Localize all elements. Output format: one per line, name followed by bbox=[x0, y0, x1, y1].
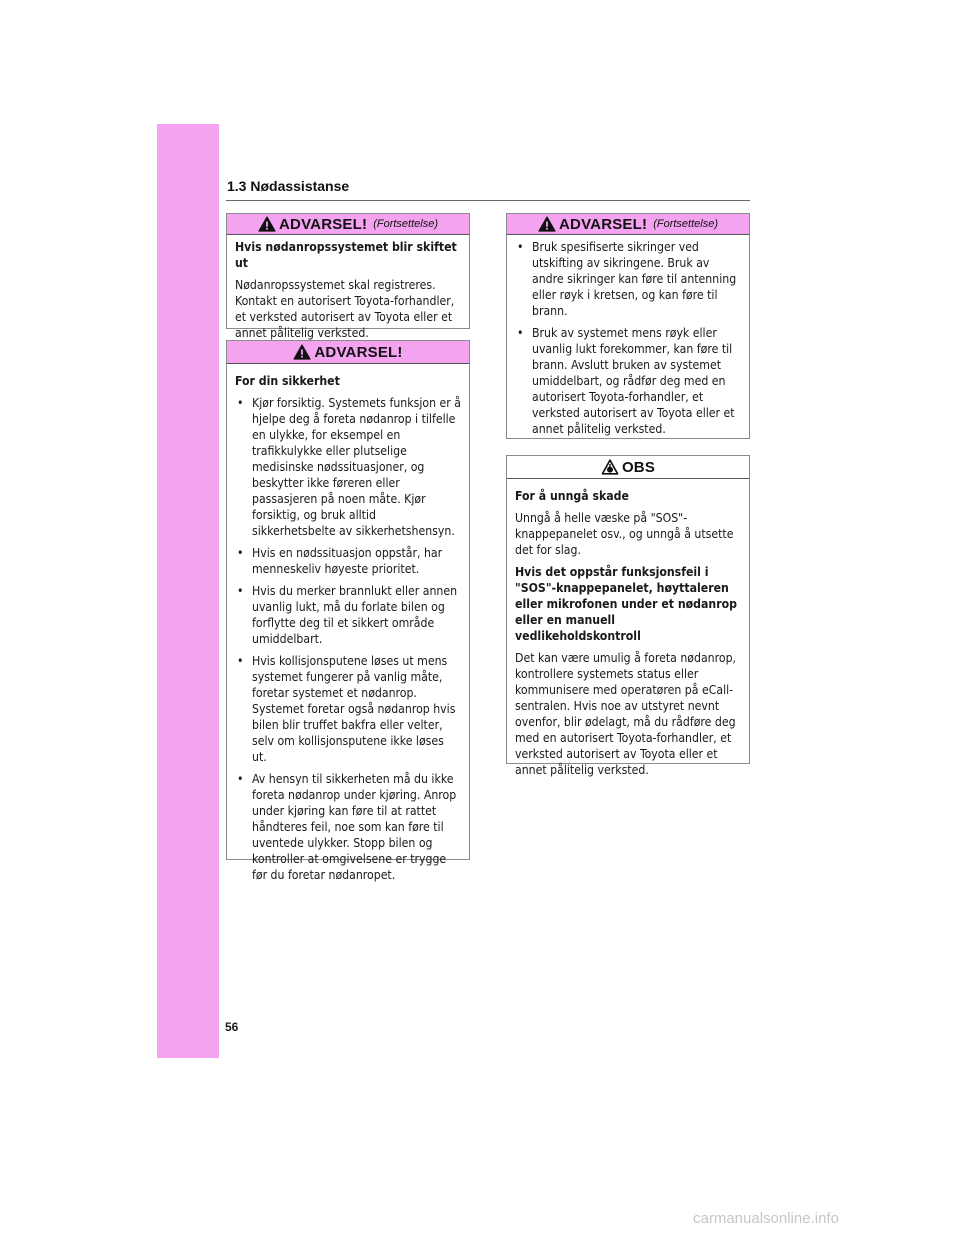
list-item: • Kjør forsiktig. Systemets funksjon er å hjelpe deg å foreta nødanrop i tilfelle en ulykke, for eksempel en trafikkulykke eller plutselige medisinske nødssituasjoner, og beskytter ikke føreren eller passasjeren på noen måte. Kjør forsiktig, og bruk alltid sikkerhetsbelte av sikkerhetshensyn. bbox=[235, 395, 461, 539]
warning-triangle-icon bbox=[258, 216, 276, 232]
bullet-list bbox=[515, 239, 741, 437]
warning-header bbox=[507, 214, 749, 235]
paragraph: Nødanropssystemet skal registreres. Kontakt en autorisert Toyota-forhandler, et verksted autorisert av Toyota eller et annet pålitelig verksted. bbox=[235, 278, 455, 340]
list-item: • Bruk spesifiserte sikringer ved utskifting av sikringene. Bruk av andre sikringer kan føre til antenning eller røyk i kretsen, og kan føre til brann. bbox=[515, 239, 741, 319]
warning-box-continued-right bbox=[506, 213, 750, 439]
side-color-strip bbox=[157, 124, 219, 1058]
subheading: Hvis nødanropssystemet blir skiftet ut bbox=[235, 240, 457, 270]
notice-icon bbox=[601, 459, 619, 475]
warning-triangle-icon bbox=[293, 344, 311, 360]
list-item: • Hvis en nødssituasjon oppstår, har menneskeliv høyeste prioritet. bbox=[235, 545, 461, 577]
list-item: • Hvis du merker brannlukt eller annen uvanlig lukt, må du forlate bilen og forflytte deg til et sikkert område umiddelbart. bbox=[235, 583, 461, 647]
warning-triangle-icon bbox=[538, 216, 556, 232]
bullet-list bbox=[235, 395, 461, 883]
warning-header bbox=[227, 341, 469, 364]
page-number: 56 bbox=[225, 1020, 239, 1034]
subheading: For å unngå skade bbox=[515, 489, 629, 503]
warning-label: ADVARSEL! bbox=[559, 215, 648, 233]
watermark: carmanualsonline.info bbox=[693, 1210, 839, 1227]
warning-box-continued-left bbox=[226, 213, 470, 340]
warning-header bbox=[227, 214, 469, 235]
section-title: 1.3 Nødassistanse bbox=[227, 178, 350, 194]
warning-box-safety bbox=[226, 340, 470, 882]
list-item: • Av hensyn til sikkerheten må du ikke foreta nødanrop under kjøring. Anrop under kjøring kan føre til at rattet håndteres feil, noe som kan føre til uventede ulykker. Stopp bilen og kontroller at omgivelsene er trygge før du foretar nødanropet. bbox=[235, 771, 461, 883]
subheading: For din sikkerhet bbox=[235, 374, 340, 388]
warning-label: ADVARSEL! bbox=[314, 343, 403, 361]
paragraph: Det kan være umulig å foreta nødanrop, kontrollere systemets status eller kommunisere med operatøren på eCall-sentralen. Hvis noe av utstyret nevnt ovenfor, blir ødelagt, må du rådføre deg med en autorisert Toyota-forhandler, et verksted autorisert av Toyota eller et annet pålitelig verksted. bbox=[515, 651, 737, 777]
notice-label: OBS bbox=[621, 458, 656, 476]
list-item: • Bruk av systemet mens røyk eller uvanlig lukt forekommer, kan føre til brann. Avslutt bruken av systemet umiddelbart, og rådfør deg med en autorisert Toyota-forhandler, et verksted autorisert av Toyota eller et annet pålitelig verksted. bbox=[515, 325, 741, 437]
warning-label: ADVARSEL! bbox=[279, 215, 368, 233]
notice-box-obs bbox=[506, 455, 750, 777]
continued-label: (Fortsettelse) bbox=[373, 218, 438, 230]
notice-header bbox=[507, 456, 749, 479]
list-item: • Hvis kollisjonsputene løses ut mens systemet fungerer på vanlig måte, foretar systemet et nødanrop. Systemet foretar også nødanrop hvis bilen blir truffet bakfra eller velter, selv om kollisjonsputene ikke løses ut. bbox=[235, 653, 461, 765]
title-rule bbox=[226, 200, 750, 201]
subheading: Hvis det oppstår funksjonsfeil i "SOS"-knappepanelet, høyttaleren eller mikrofonen under et nødanrop eller en manuell vedlikeholdskontroll bbox=[515, 565, 738, 643]
continued-label: (Fortsettelse) bbox=[653, 218, 718, 230]
paragraph: Unngå å helle væske på "SOS"-knappepanelet osv., og unngå å utsette det for slag. bbox=[515, 511, 734, 557]
